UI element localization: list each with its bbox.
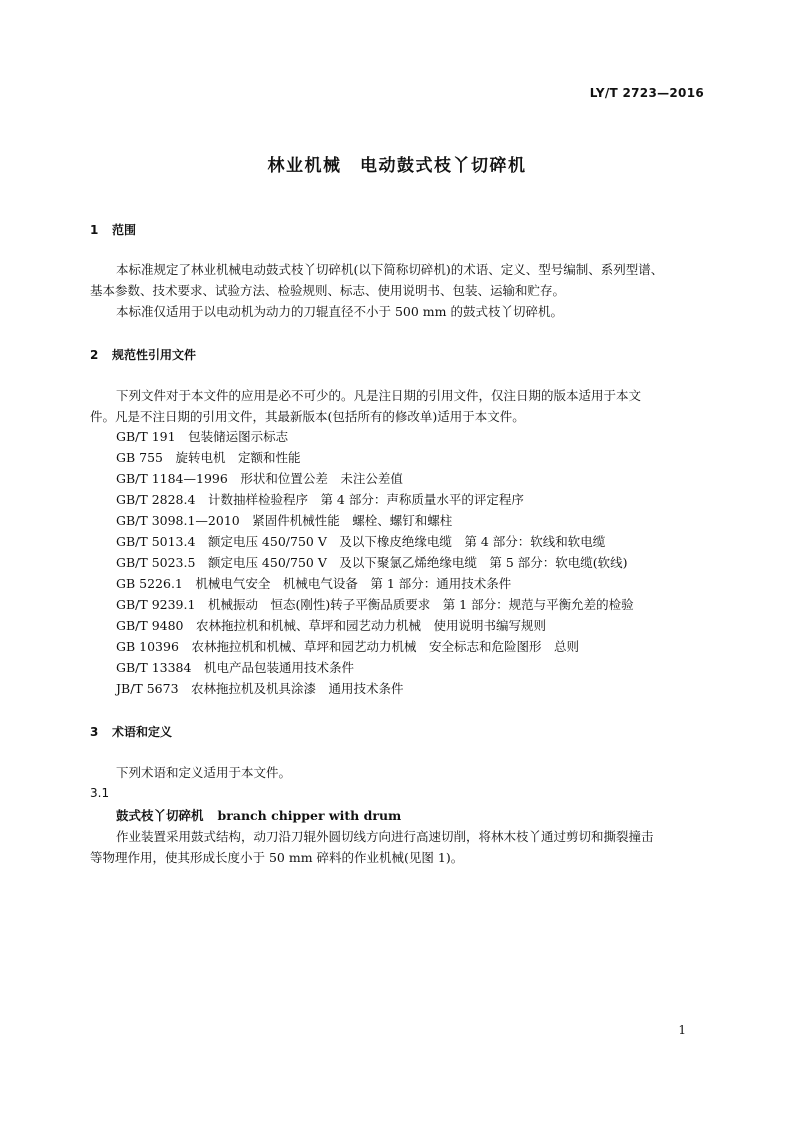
section-1-heading: [90, 221, 136, 238]
reference-code: GB 755: [116, 450, 164, 465]
reference-code: GB/T 9239.1: [116, 597, 196, 612]
reference-item: [116, 679, 404, 697]
reference-item: [116, 490, 524, 508]
reference-item: [116, 532, 605, 550]
reference-code: GB/T 2828.4: [116, 492, 196, 507]
document-title: 林业机械 电动鼓式枝丫切碎机: [267, 156, 527, 176]
reference-item: [116, 553, 628, 571]
reference-code: GB/T 9480: [116, 618, 184, 633]
reference-title: 农林拖拉机和机械、草坪和园艺动力机械 安全标志和危险图形 总则: [191, 639, 579, 654]
section-1-para-2: 本标准仅适用于以电动机为动力的刀辊直径不小于 500 mm 的鼓式枝丫切碎机。: [116, 304, 563, 319]
reference-title: 旋转电机 定额和性能: [175, 450, 301, 465]
reference-item: [116, 574, 511, 592]
reference-title: 额定电压 450/750 V 及以下聚氯乙烯绝缘电缆 第 5 部分：软电缆(软线): [207, 555, 628, 570]
term-number: 3.1: [90, 786, 110, 800]
term-definition-line-1: 作业装置采用鼓式结构，动刀沿刀辊外圆切线方向进行高速切削，将林木枝丫通过剪切和撕裂撞击: [116, 829, 654, 844]
reference-title: 计数抽样检验程序 第 4 部分：声称质量水平的评定程序: [207, 492, 524, 507]
term-heading: [116, 806, 401, 824]
term-definition-line-2: 等物理作用，使其形成长度小于 50 mm 碎料的作业机械(见图 1)。: [90, 850, 464, 865]
reference-code: GB/T 5013.4: [116, 534, 196, 549]
section-number: 1: [90, 223, 99, 237]
reference-code: GB/T 5023.5: [116, 555, 196, 570]
reference-item: [116, 469, 403, 487]
section-3-intro: 下列术语和定义适用于本文件。: [116, 765, 292, 780]
page-number: 1: [678, 1023, 686, 1037]
reference-code: GB/T 13384: [116, 660, 192, 675]
reference-title: 机械振动 恒态(刚性)转子平衡品质要求 第 1 部分：规范与平衡允差的检验: [207, 597, 634, 612]
term-en: branch chipper with drum: [217, 808, 402, 823]
section-1-para-1-line-2: 基本参数、技术要求、试验方法、检验规则、标志、使用说明书、包装、运输和贮存。: [90, 283, 566, 298]
standard-code: LY/T 2723—2016: [589, 86, 704, 100]
reference-title: 农林拖拉机及机具涂漆 通用技术条件: [191, 681, 404, 696]
reference-title: 紧固件机械性能 螺栓、螺钉和螺柱: [252, 513, 453, 528]
reference-code: JB/T 5673: [116, 681, 179, 696]
section-number: 3: [90, 725, 99, 739]
section-2-intro-line-2: 件。凡是不注日期的引用文件，其最新版本(包括所有的修改单)适用于本文件。: [90, 409, 525, 424]
reference-title: 形状和位置公差 未注公差值: [240, 471, 403, 486]
reference-code: GB/T 3098.1—2010: [116, 513, 240, 528]
section-title: 范围: [112, 223, 137, 237]
section-2-intro-line-1: 下列文件对于本文件的应用是必不可少的。凡是注日期的引用文件，仅注日期的版本适用于本文: [116, 388, 642, 403]
reference-item: [116, 595, 634, 613]
term-zh: 鼓式枝丫切碎机: [116, 808, 204, 823]
reference-code: GB 5226.1: [116, 576, 183, 591]
section-2-heading: [90, 346, 196, 363]
section-title: 规范性引用文件: [112, 348, 197, 362]
reference-code: GB/T 1184—1996: [116, 471, 228, 486]
reference-code: GB 10396: [116, 639, 179, 654]
section-3-heading: [90, 723, 172, 740]
reference-item: [116, 637, 579, 655]
section-1-para-1-line-1: 本标准规定了林业机械电动鼓式枝丫切碎机(以下简称切碎机)的术语、定义、型号编制、系列型谱、: [116, 262, 664, 277]
reference-title: 额定电压 450/750 V 及以下橡皮绝缘电缆 第 4 部分：软线和软电缆: [207, 534, 606, 549]
reference-item: [116, 616, 546, 634]
reference-title: 机械电气安全 机械电气设备 第 1 部分：通用技术条件: [195, 576, 512, 591]
reference-title: 农林拖拉机和机械、草坪和园艺动力机械 使用说明书编写规则: [196, 618, 547, 633]
reference-item: [116, 448, 301, 466]
reference-code: GB/T 191: [116, 429, 176, 444]
reference-title: 包装储运图示标志: [188, 429, 289, 444]
reference-item: [116, 658, 354, 676]
reference-item: [116, 427, 288, 445]
reference-title: 机电产品包装通用技术条件: [203, 660, 354, 675]
reference-item: [116, 511, 452, 529]
section-number: 2: [90, 348, 99, 362]
section-title: 术语和定义: [112, 725, 173, 739]
